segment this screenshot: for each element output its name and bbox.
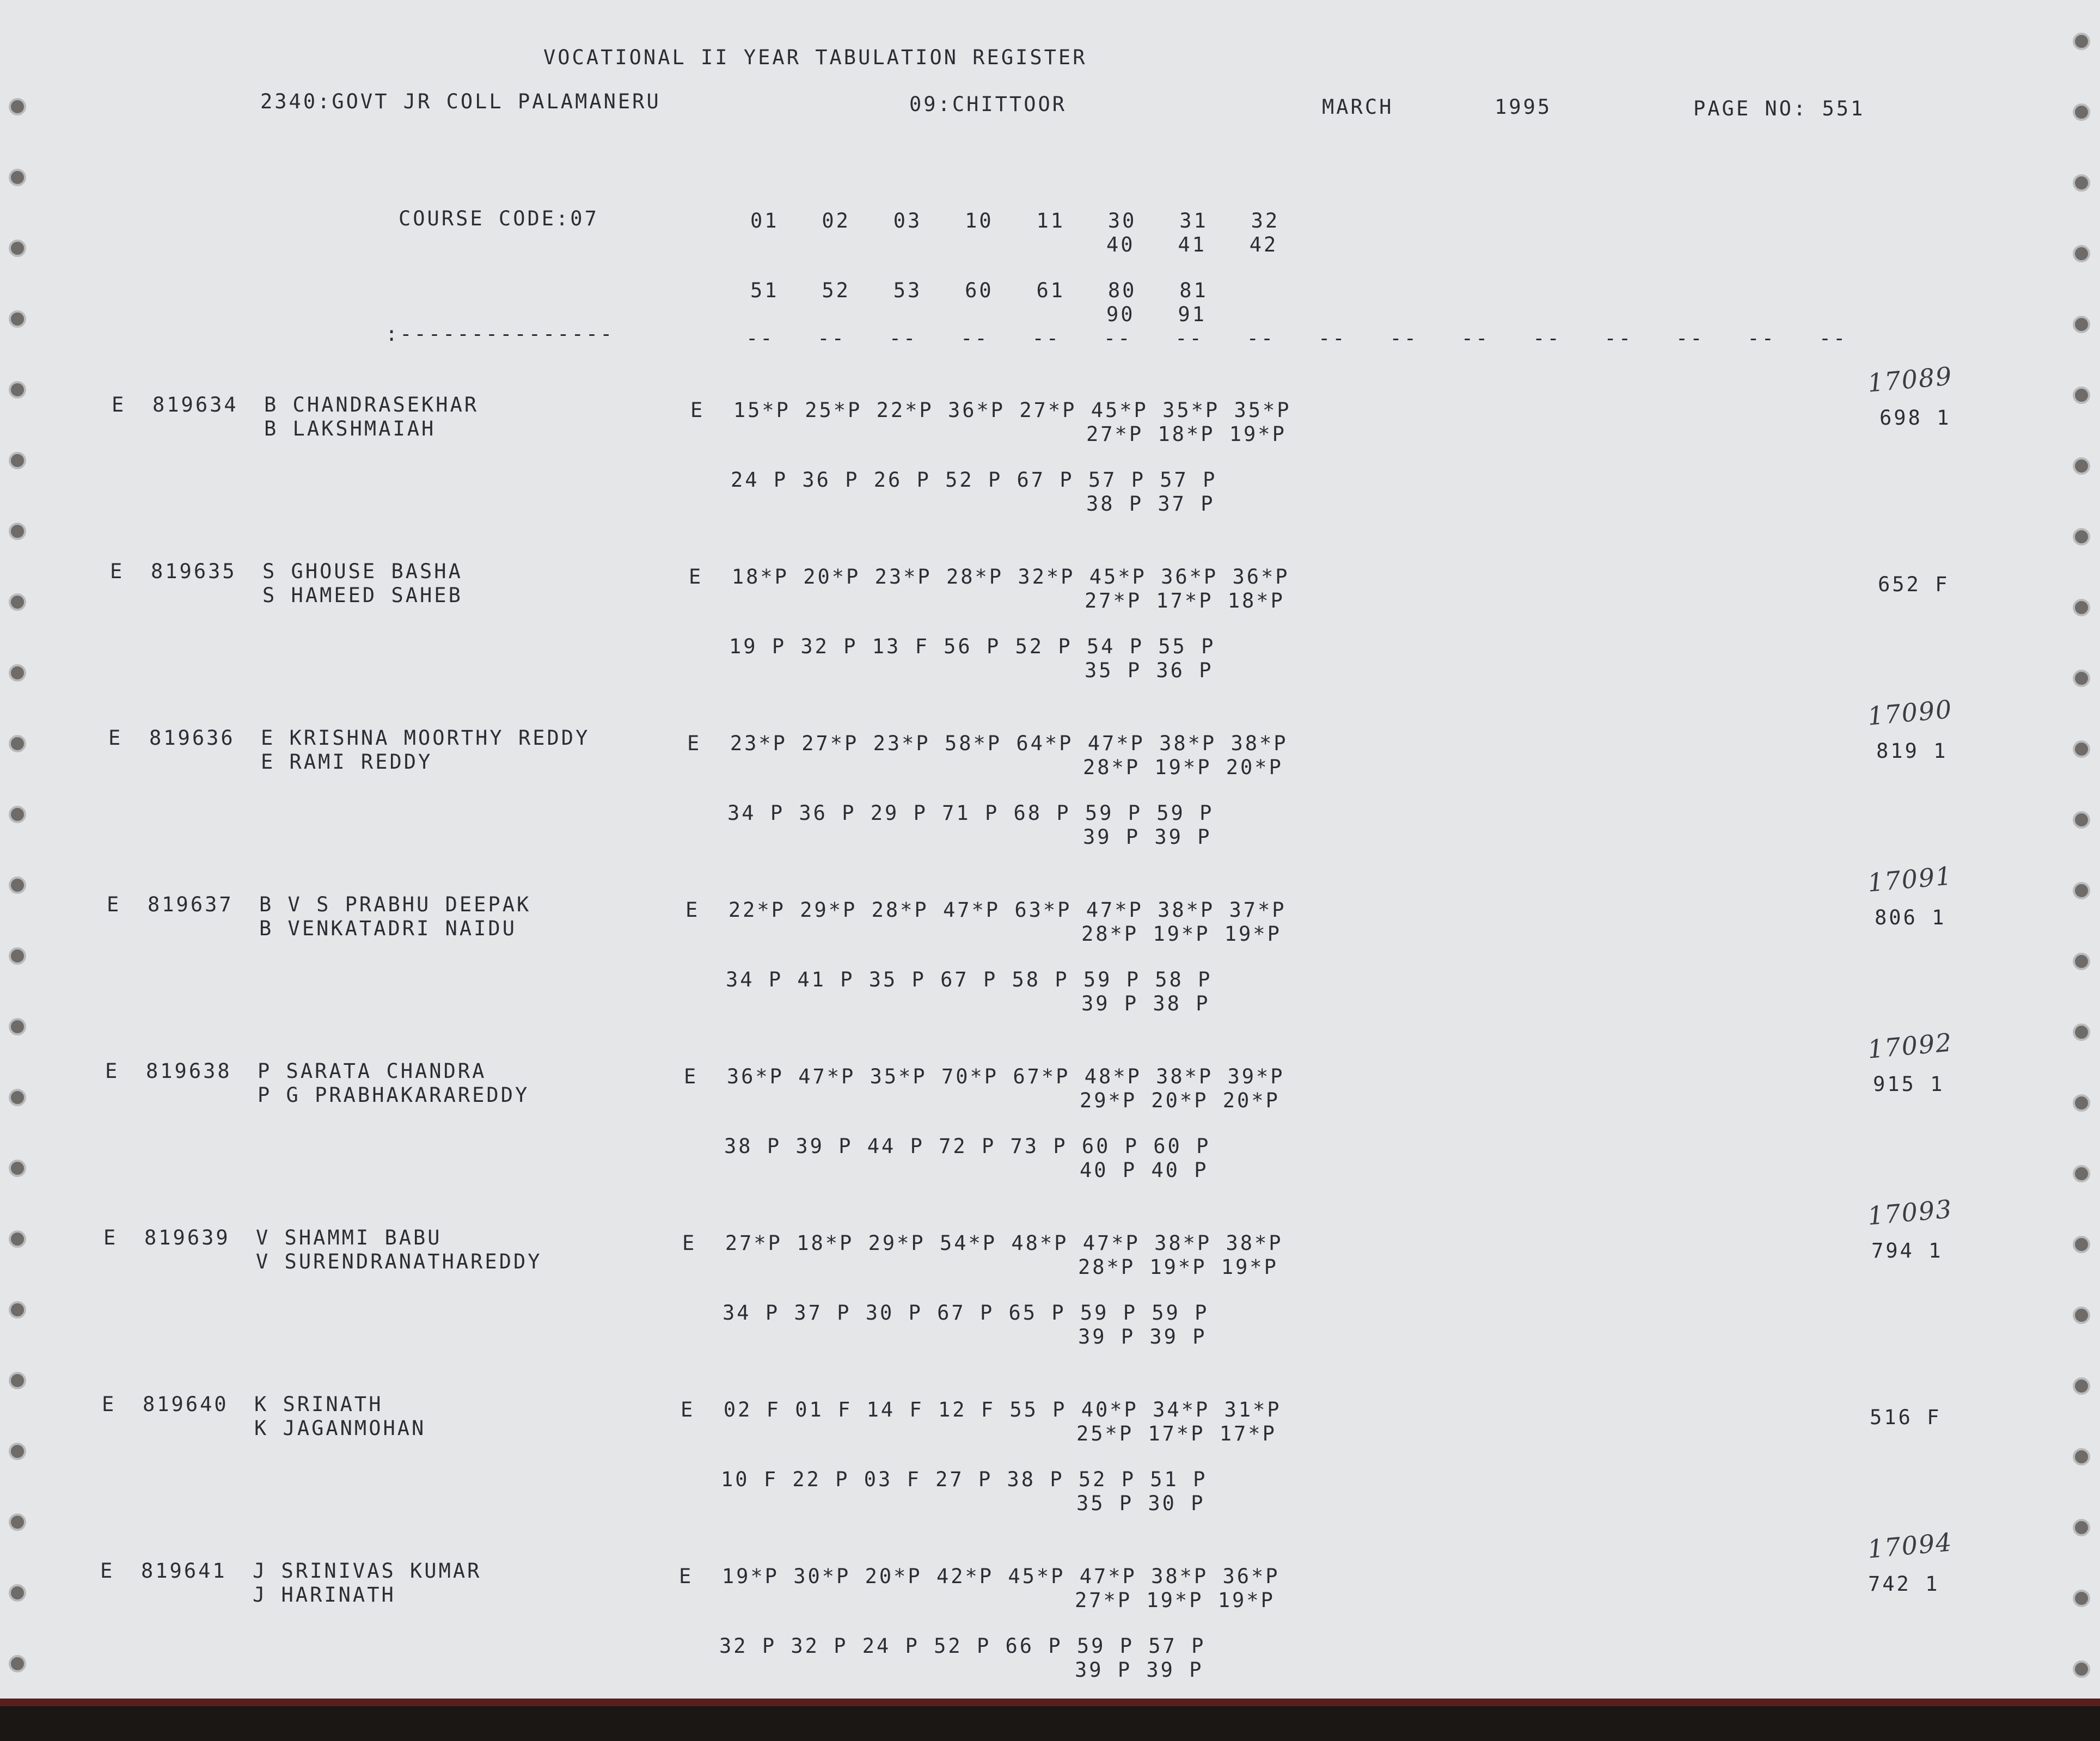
student-name: J SRINIVAS KUMAR [253,1559,482,1583]
sprocket-hole [9,806,26,823]
handwritten-serial: 17094 [1866,1527,1954,1564]
total-result: 806 1 [1875,906,1946,929]
total-result: 915 1 [1873,1072,1945,1096]
parent-name: B LAKSHMAIAH [264,417,436,440]
total-result: 652 F [1878,573,1950,596]
roll-number: 819634 [152,393,238,416]
sprocket-hole [2073,457,2090,475]
marks-row1b: 27*P 17*P 18*P [1085,589,1285,612]
total-result: 819 1 [1876,739,1948,763]
subject-codes-row1: 01 02 03 10 11 30 31 32 [750,209,1280,232]
parent-name: J HARINATH [253,1583,396,1607]
subject-codes-row2b: 90 91 [1106,303,1207,326]
report-title: VOCATIONAL II YEAR TABULATION REGISTER [543,46,1087,69]
sprocket-hole [2073,1660,2090,1678]
sprocket-hole [2073,528,2090,545]
marks-row2b: 35 P 30 P [1076,1492,1205,1515]
marks-row2b: 39 P 39 P [1083,825,1212,849]
sprocket-hole [9,1160,26,1177]
marks-row1: E 22*P 29*P 28*P 47*P 63*P 47*P 38*P 37*P [685,898,1287,922]
marks-row2b: 38 P 37 P [1086,492,1215,516]
marks-row1b: 28*P 19*P 20*P [1083,756,1283,779]
marks-row1b: 28*P 19*P 19*P [1081,922,1282,946]
student-name: E KRISHNA MOORTHY REDDY [261,726,590,750]
sprocket-hole [2073,1307,2090,1324]
sprocket-hole [9,1584,26,1602]
total-result: 742 1 [1868,1572,1940,1596]
student-name: S GHOUSE BASHA [262,560,463,583]
handwritten-serial: 17092 [1866,1027,1954,1064]
paper-edge [0,1699,2100,1706]
marks-row2: 34 P 37 P 30 P 67 P 65 P 59 P 59 P [723,1301,1209,1325]
college-name: 2340:GOVT JR COLL PALAMANERU [260,90,661,113]
sprocket-hole [2073,599,2090,616]
sprocket-hole [9,240,26,257]
handwritten-serial: 17093 [1866,1194,1954,1231]
roll-number: 819635 [151,560,237,583]
sprocket-hole [2073,740,2090,758]
student-name: V SHAMMI BABU [256,1226,442,1249]
sprocket-hole [9,1372,26,1389]
sprocket-hole [2073,174,2090,192]
student-name: B V S PRABHU DEEPAK [259,893,531,916]
marks-row1: E 23*P 27*P 23*P 58*P 64*P 47*P 38*P 38*P [687,732,1288,755]
roll-number: 819637 [148,893,234,916]
marks-row2: 34 P 41 P 35 P 67 P 58 P 59 P 58 P [726,968,1213,991]
sprocket-hole [9,1018,26,1035]
marks-row2: 32 P 32 P 24 P 52 P 66 P 59 P 57 P [719,1634,1206,1658]
sprocket-hole [9,310,26,328]
marks-row2b: 40 P 40 P [1080,1158,1209,1182]
marks-row1b: 28*P 19*P 19*P [1078,1255,1278,1279]
parent-name: B VENKATADRI NAIDU [259,917,517,940]
subject-codes-row2: 51 52 53 60 61 80 81 [750,279,1208,302]
marks-row2b: 39 P 39 P [1078,1325,1207,1348]
marks-row1b: 29*P 20*P 20*P [1080,1089,1280,1112]
marks-row2b: 39 P 38 P [1081,992,1210,1015]
sprocket-hole [2073,387,2090,404]
sprocket-hole [9,523,26,540]
sprocket-hole [9,1230,26,1248]
marks-row2: 24 P 36 P 26 P 52 P 67 P 57 P 57 P [731,468,1217,492]
handwritten-serial: 17091 [1866,861,1954,898]
marks-row1: E 19*P 30*P 20*P 42*P 45*P 47*P 38*P 36*P [679,1565,1280,1588]
student-code: E [103,1226,118,1249]
student-code: E [105,1059,120,1083]
sprocket-hole [2073,1519,2090,1536]
course-code: COURSE CODE:07 [399,207,599,230]
sprocket-hole [9,98,26,115]
sprocket-hole [2073,316,2090,333]
sprocket-hole [9,664,26,682]
sprocket-hole [2073,1023,2090,1041]
marks-row1b: 25*P 17*P 17*P [1076,1422,1277,1445]
sprocket-hole [2073,103,2090,121]
student-code: E [107,893,121,916]
marks-row2: 38 P 39 P 44 P 72 P 73 P 60 P 60 P [724,1135,1211,1158]
sprocket-hole [9,1443,26,1460]
sprocket-hole [2073,1590,2090,1607]
exam-month: MARCH [1322,95,1394,119]
sprocket-hole [9,1301,26,1319]
marks-row2: 19 P 32 P 13 F 56 P 52 P 54 P 55 P [729,635,1216,658]
total-result: 516 F [1870,1406,1942,1429]
parent-name: V SURENDRANATHAREDDY [256,1250,542,1273]
marks-row2b: 35 P 36 P [1085,659,1214,682]
parent-name: S HAMEED SAHEB [262,584,463,607]
page-number: PAGE NO: 551 [1693,97,1865,120]
student-code: E [108,726,123,750]
exam-year: 1995 [1495,95,1552,119]
sprocket-hole [9,876,26,894]
parent-name: E RAMI REDDY [261,750,433,774]
marks-row1b: 27*P 19*P 19*P [1075,1589,1275,1612]
sprocket-hole [2073,1377,2090,1395]
sprocket-hole [9,1655,26,1672]
parent-name: P G PRABHAKARAREDDY [258,1083,530,1107]
header-rule-left: :--------------- [385,322,615,346]
student-name: K SRINATH [254,1393,383,1416]
marks-row2: 34 P 36 P 29 P 71 P 68 P 59 P 59 P [727,801,1214,825]
sprocket-hole [2073,245,2090,262]
sprocket-hole [2073,882,2090,899]
student-code: E [100,1559,115,1583]
sprocket-hole [2073,1448,2090,1466]
handwritten-serial: 17089 [1866,361,1954,398]
marks-row1: E 27*P 18*P 29*P 54*P 48*P 47*P 38*P 38*P [682,1231,1283,1255]
roll-number: 819638 [146,1059,232,1083]
header-rule-right: -- -- -- -- -- -- -- -- -- -- -- -- -- -- -- -- [746,327,1848,350]
marks-row1: E 36*P 47*P 35*P 70*P 67*P 48*P 38*P 39*P [684,1065,1285,1088]
student-code: E [102,1393,117,1416]
right-sprocket-holes [2067,0,2100,1699]
sprocket-hole [9,452,26,469]
marks-row2b: 39 P 39 P [1075,1658,1204,1682]
total-result: 794 1 [1871,1239,1943,1262]
roll-number: 819639 [144,1226,230,1249]
sprocket-hole [2073,1236,2090,1253]
sprocket-hole [9,1513,26,1531]
marks-row1: E 02 F 01 F 14 F 12 F 55 P 40*P 34*P 31*P [681,1398,1282,1421]
student-name: B CHANDRASEKHAR [264,393,479,416]
marks-row1: E 15*P 25*P 22*P 36*P 27*P 45*P 35*P 35*P [690,399,1291,422]
sprocket-hole [9,381,26,399]
total-result: 698 1 [1879,406,1951,430]
subject-codes-row1b: 40 41 42 [1106,233,1278,256]
sprocket-hole [2073,670,2090,687]
sprocket-hole [2073,1165,2090,1182]
sprocket-hole [9,593,26,611]
student-name: P SARATA CHANDRA [258,1059,487,1083]
sprocket-hole [9,169,26,186]
sprocket-hole [9,947,26,965]
sprocket-hole [2073,33,2090,50]
roll-number: 819640 [143,1393,229,1416]
student-code: E [110,560,125,583]
student-code: E [112,393,126,416]
sprocket-hole [2073,811,2090,829]
roll-number: 819641 [141,1559,227,1583]
district-name: 09:CHITTOOR [909,93,1067,116]
roll-number: 819636 [149,726,235,750]
handwritten-serial: 17090 [1866,694,1954,731]
parent-name: K JAGANMOHAN [254,1417,426,1440]
sprocket-hole [9,735,26,752]
sprocket-hole [2073,953,2090,970]
sprocket-hole [9,1089,26,1106]
left-sprocket-holes [0,0,33,1699]
sprocket-hole [2073,1094,2090,1112]
marks-row2: 10 F 22 P 03 F 27 P 38 P 52 P 51 P [721,1468,1208,1491]
marks-row1b: 27*P 18*P 19*P [1086,422,1287,446]
marks-row1: E 18*P 20*P 23*P 28*P 32*P 45*P 36*P 36*P [689,565,1290,588]
